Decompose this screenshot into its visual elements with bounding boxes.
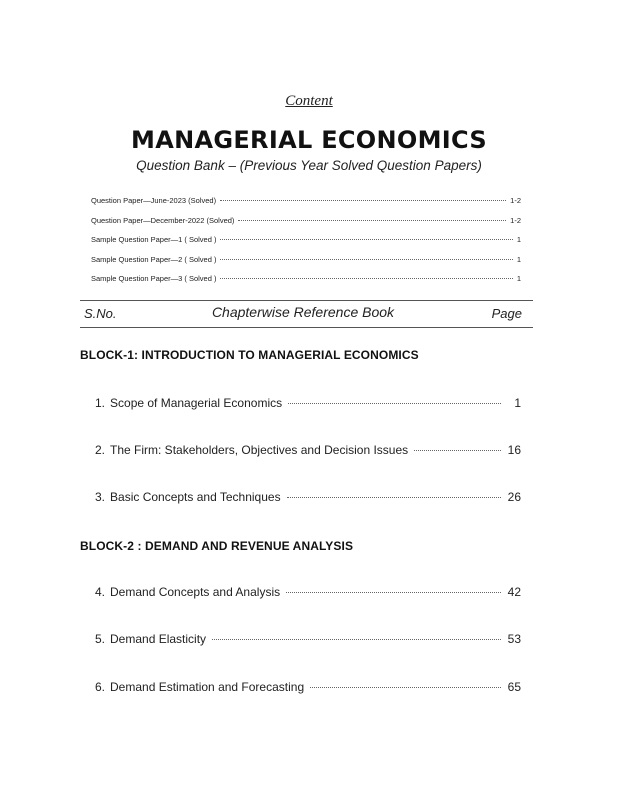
chapter-row <box>95 490 521 504</box>
question-paper-row <box>91 216 521 236</box>
table-header-top-rule <box>80 300 533 301</box>
chapter-number: 2. <box>95 443 106 457</box>
question-paper-row <box>91 274 521 294</box>
chapter-title: Demand Elasticity <box>110 632 207 646</box>
chapter-page: 53 <box>507 632 521 646</box>
question-paper-label: Question Paper—June-2023 (Solved) <box>91 196 217 205</box>
question-paper-page: 1-2 <box>510 196 521 205</box>
question-paper-row <box>91 255 521 275</box>
question-paper-page: 1-2 <box>510 215 521 225</box>
dot-leader <box>238 220 506 221</box>
book-title: MANAGERIAL ECONOMICS <box>131 126 487 154</box>
question-paper-page: 1 <box>516 274 521 283</box>
dot-leader <box>287 497 501 498</box>
dot-leader <box>212 639 501 640</box>
question-paper-label: Sample Question Paper—1 ( Solved ) <box>91 235 217 244</box>
dot-leader <box>220 200 506 201</box>
question-paper-label: Sample Question Paper—2 ( Solved ) <box>91 254 217 264</box>
dot-leader <box>414 450 501 451</box>
chapter-page: 26 <box>507 490 521 504</box>
chapter-title: Scope of Managerial Economics <box>110 396 283 410</box>
chapter-row <box>95 396 521 410</box>
question-paper-label: Question Paper—December-2022 (Solved) <box>91 215 235 225</box>
table-header <box>84 304 522 324</box>
reference-column-header: Chapterwise Reference Book <box>211 304 395 320</box>
table-header-bottom-rule <box>80 327 533 328</box>
content-heading: Content <box>285 93 333 109</box>
dot-leader <box>310 687 501 688</box>
chapter-row <box>95 632 521 646</box>
chapter-row <box>95 585 521 599</box>
chapter-page: 42 <box>507 585 521 599</box>
question-paper-row <box>91 235 521 255</box>
page-column-header: Page <box>491 306 522 321</box>
chapter-number: 4. <box>95 585 106 599</box>
block-title: BLOCK-2 : DEMAND AND REVENUE ANALYSIS <box>80 539 354 553</box>
chapter-title: Basic Concepts and Techniques <box>110 490 281 504</box>
dot-leader <box>220 239 512 240</box>
sno-column-header: S.No. <box>84 306 117 321</box>
chapter-title: Demand Estimation and Forecasting <box>110 680 305 694</box>
chapter-number: 5. <box>95 632 106 646</box>
chapter-title: The Firm: Stakeholders, Objectives and Decision Issues <box>110 443 409 457</box>
dot-leader <box>286 592 501 593</box>
chapter-title: Demand Concepts and Analysis <box>110 585 281 599</box>
dot-leader <box>220 278 512 279</box>
question-paper-list <box>91 196 521 294</box>
chapter-number: 1. <box>95 396 106 410</box>
dot-leader <box>288 403 501 404</box>
book-subtitle: Question Bank – (Previous Year Solved Question Papers) <box>136 158 482 173</box>
question-paper-page: 1 <box>516 254 521 264</box>
chapter-number: 3. <box>95 490 106 504</box>
question-paper-row <box>91 196 521 216</box>
chapter-number: 6. <box>95 680 106 694</box>
question-paper-label: Sample Question Paper—3 ( Solved ) <box>91 274 217 283</box>
question-paper-page: 1 <box>516 235 521 244</box>
chapter-row <box>95 443 521 457</box>
dot-leader <box>220 259 512 260</box>
chapter-page: 1 <box>514 396 521 410</box>
block-title: BLOCK-1: INTRODUCTION TO MANAGERIAL ECONOMICS <box>80 348 419 362</box>
chapter-page: 16 <box>507 443 521 457</box>
chapter-row <box>95 680 521 694</box>
chapter-page: 65 <box>507 680 521 694</box>
